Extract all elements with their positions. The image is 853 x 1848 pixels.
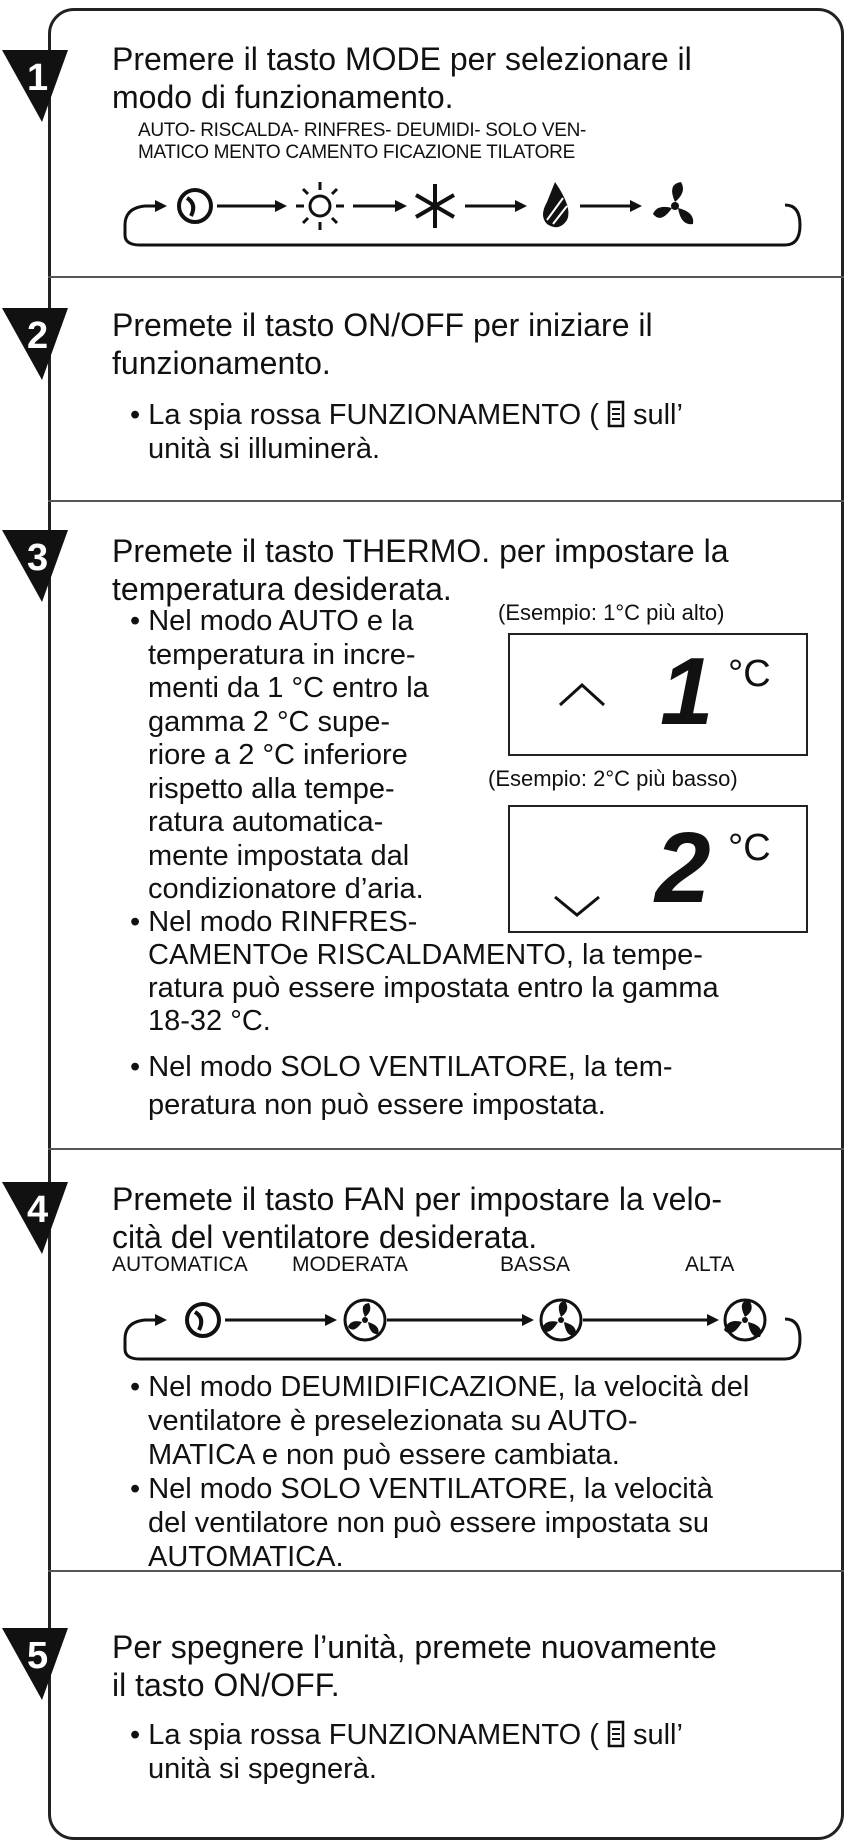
fan-low-icon — [541, 1300, 581, 1340]
step-4-marker — [0, 1182, 70, 1282]
temperature-unit: °C — [728, 827, 771, 869]
lcd-digit: 2 — [655, 812, 711, 924]
bullet-text: ratura può essere impostata entro la gamma — [148, 972, 719, 1004]
step-title-line: funzionamento. — [112, 345, 331, 381]
step-3-title — [112, 532, 827, 608]
fan-moderate-icon — [345, 1300, 385, 1340]
step-title-line: cità del ventilatore desiderata. — [112, 1219, 538, 1255]
operation-lamp-icon — [607, 400, 633, 428]
bullet-text: condizionatore d’aria. — [148, 873, 424, 905]
step-number: 2 — [27, 315, 49, 357]
step-title-line: modo di funzionamento. — [112, 79, 454, 115]
bullet-text: • Nel modo SOLO VENTILATORE, la velocità — [130, 1473, 713, 1505]
section-divider — [48, 1148, 844, 1150]
step-5-marker — [0, 1628, 70, 1728]
bullet-text: ventilatore è preselezionata su AUTO- — [148, 1405, 638, 1437]
cool-snowflake-icon — [416, 184, 454, 228]
step-3-bullet-cool — [130, 906, 830, 1038]
fan-label-high: ALTA — [685, 1253, 735, 1276]
step-4-bullet-dry — [130, 1370, 830, 1472]
bullet-text: AUTOMATICA. — [148, 1541, 344, 1573]
step-1-title — [112, 40, 827, 116]
bullet-text: • Nel modo SOLO VENTILATORE, la tem- — [130, 1051, 673, 1083]
step-number: 3 — [27, 537, 49, 579]
step-2-title — [112, 306, 827, 382]
step-title-line: il tasto ON/OFF. — [112, 1667, 340, 1703]
step-5-bullet — [130, 1718, 820, 1786]
step-title-line: Premere il tasto MODE per selezionare il — [112, 41, 692, 77]
operation-lamp-icon — [607, 1720, 633, 1748]
step-title-line: Per spegnere l’unità, premete nuovamente — [112, 1629, 717, 1665]
bullet-text: • La spia rossa FUNZIONAMENTO ( — [130, 1719, 599, 1751]
auto-fan-icon — [187, 1304, 219, 1336]
section-divider — [48, 276, 844, 278]
step-1-marker — [0, 50, 70, 150]
mode-cycle-diagram — [115, 170, 815, 250]
fan-high-icon — [724, 1300, 765, 1340]
fan-label-low: BASSA — [500, 1253, 571, 1276]
step-title-line: Premete il tasto FAN per impostare la velo- — [112, 1181, 723, 1217]
step-2-bullet — [130, 398, 820, 466]
step-title-line: Premete il tasto THERMO. per impostare la — [112, 533, 729, 569]
temperature-unit: °C — [728, 653, 771, 695]
bullet-text: del ventilatore non può essere impostata su — [148, 1507, 710, 1539]
bullet-text: sull’ — [632, 1719, 683, 1751]
bullet-text: • Nel modo AUTO e la — [130, 605, 414, 637]
bullet-text: unità si spegnerà. — [148, 1753, 377, 1785]
lcd-digit: 1 — [660, 638, 714, 745]
example-up-caption: (Esempio: 1°C più alto) — [498, 600, 725, 625]
bullet-text: sull’ — [632, 399, 683, 431]
bullet-text: • La spia rossa FUNZIONAMENTO ( — [130, 399, 599, 431]
bullet-text: peratura non può essere impostata. — [148, 1089, 606, 1121]
bullet-text: rispetto alla tempe- — [148, 772, 395, 805]
bullet-text: temperatura in incre- — [148, 638, 416, 671]
bullet-text: MATICA e non può essere cambiata. — [148, 1439, 620, 1471]
step-title-line: temperatura desiderata. — [112, 571, 452, 607]
step-3-bullet-fan — [130, 1048, 830, 1124]
heat-sun-icon — [296, 182, 344, 230]
step-3-marker — [0, 530, 70, 630]
bullet-text: CAMENTOe RISCALDAMENTO, la tempe- — [148, 939, 703, 971]
section-divider — [48, 500, 844, 502]
fan-label-moderate: MODERATA — [292, 1253, 408, 1276]
bullet-text: gamma 2 °C supe- — [148, 705, 391, 738]
step-number: 1 — [27, 57, 49, 99]
example-down-caption: (Esempio: 2°C più basso) — [488, 766, 738, 791]
fan-label-auto: AUTOMATICA — [112, 1253, 248, 1276]
step-3-bullet-auto — [130, 605, 490, 907]
step-number: 4 — [27, 1189, 49, 1231]
fan-speed-cycle-diagram — [115, 1284, 815, 1364]
dry-drop-icon — [543, 182, 569, 227]
step-4-title — [112, 1180, 827, 1256]
bullet-text: ratura automatica- — [148, 806, 384, 838]
step-5-title — [112, 1628, 827, 1704]
step-2-marker — [0, 308, 70, 408]
fan-only-icon — [653, 182, 693, 224]
auto-mode-icon — [179, 190, 211, 222]
chevron-up-icon — [560, 685, 604, 705]
step-title-line: Premete il tasto ON/OFF per iniziare il — [112, 307, 653, 343]
lcd-example-up — [508, 633, 808, 756]
bullet-text: riore a 2 °C inferiore — [148, 739, 408, 771]
mode-labels-line: AUTO- RISCALDA- RINFRES- DEUMIDI- SOLO VEN- — [138, 120, 587, 141]
mode-labels-line: MATICO MENTO CAMENTO FICAZIONE TILATORE — [138, 142, 575, 163]
bullet-text: • Nel modo DEUMIDIFICAZIONE, la velocità del — [130, 1371, 750, 1403]
step-number: 5 — [27, 1635, 49, 1677]
mode-labels — [138, 120, 758, 164]
bullet-text: 18-32 °C. — [148, 1005, 271, 1037]
bullet-text: menti da 1 °C entro la — [148, 672, 429, 704]
step-4-bullet-fan — [130, 1472, 830, 1574]
bullet-text: • Nel modo RINFRES- — [130, 906, 418, 938]
bullet-text: unità si illuminerà. — [148, 433, 381, 465]
bullet-text: mente impostata dal — [148, 839, 410, 872]
